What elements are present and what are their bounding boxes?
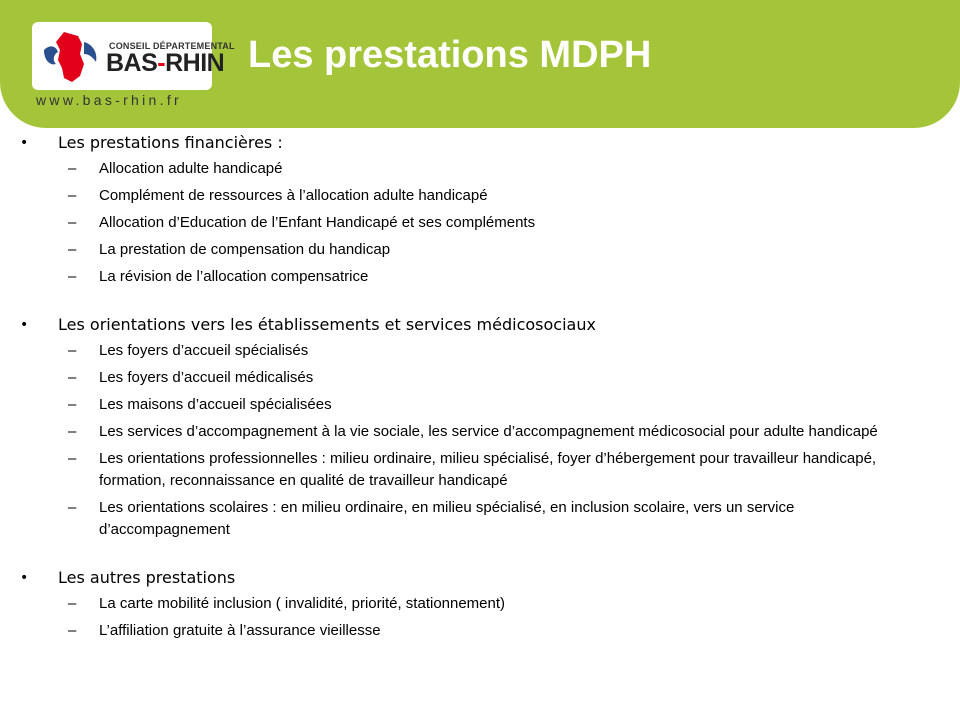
logo-subtitle: CONSEIL DÉPARTEMENTAL: [109, 41, 235, 51]
list-item-text: Complément de ressources à l’allocation adulte handicapé: [99, 187, 488, 204]
bullet-icon: •: [20, 135, 29, 151]
list-item: [0, 266, 960, 288]
section-heading-text: Les orientations vers les établissements et services médicosociaux: [58, 315, 596, 334]
dash-icon: –: [68, 342, 77, 359]
logo: [32, 22, 235, 90]
list-item: [0, 239, 960, 261]
dash-icon: –: [68, 369, 77, 386]
section-heading: [0, 310, 960, 340]
list-item-text: Les maisons d’accueil spécialisées: [99, 396, 332, 413]
page-title: Les prestations MDPH: [248, 34, 652, 76]
dash-icon: –: [68, 160, 77, 177]
section-heading-text: Les prestations financières :: [58, 133, 283, 152]
section-heading: [0, 563, 960, 593]
list-item: [0, 212, 960, 234]
list-item-text: Les foyers d’accueil médicalisés: [99, 369, 314, 386]
section-other: [0, 563, 960, 642]
list-item-text: La carte mobilité inclusion ( invalidité, priorité, stationnement): [99, 595, 506, 612]
list-item-text: Allocation adulte handicapé: [99, 160, 283, 177]
dash-icon: –: [68, 241, 77, 258]
list-item-text: La révision de l’allocation compensatrice: [99, 268, 369, 285]
list-item: [0, 367, 960, 389]
list-item-text: Les orientations scolaires : en milieu ordinaire, en milieu spécialisé, en inclusion scolaire, vers un service d’accompagnement: [99, 499, 795, 538]
list-item: [0, 340, 960, 362]
dash-icon: –: [68, 622, 77, 639]
list-item-text: Les orientations professionnelles : milieu ordinaire, milieu spécialisé, foyer d’hébergement pour travailleur handicapé, formation, reconnaissance en qualité de travailleur handicapé: [99, 450, 877, 489]
list-item-text: Les services d’accompagnement à la vie sociale, les service d’accompagnement médicosocial pour adulte handicapé: [99, 423, 878, 440]
logo-name: [106, 49, 224, 78]
dash-icon: –: [68, 450, 77, 467]
list-item: [0, 497, 960, 541]
dash-icon: –: [68, 268, 77, 285]
logo-name-part2: RHIN: [165, 49, 225, 77]
list-item: [0, 394, 960, 416]
content-area: [0, 128, 960, 664]
list-item: [0, 421, 960, 443]
header-banner: [0, 0, 960, 128]
logo-name-part1: BAS: [106, 49, 158, 77]
bas-rhin-map-icon: [42, 30, 100, 84]
list-item-text: La prestation de compensation du handicap: [99, 241, 391, 258]
list-item: [0, 185, 960, 207]
dash-icon: –: [68, 595, 77, 612]
list-item-text: L’affiliation gratuite à l’assurance vieillesse: [99, 622, 381, 639]
section-heading-text: Les autres prestations: [58, 568, 236, 587]
website-url: www.bas-rhin.fr: [36, 92, 182, 108]
list-item: [0, 593, 960, 615]
list-item: [0, 448, 960, 492]
section-orientations: [0, 310, 960, 541]
list-item: [0, 620, 960, 642]
list-item-text: Les foyers d’accueil spécialisés: [99, 342, 309, 359]
dash-icon: –: [68, 396, 77, 413]
dash-icon: –: [68, 499, 77, 516]
logo-name-dash: -: [157, 49, 166, 77]
list-item-text: Allocation d’Education de l’Enfant Handicapé et ses compléments: [99, 214, 536, 231]
list-item: [0, 158, 960, 180]
dash-icon: –: [68, 214, 77, 231]
section-heading: [0, 128, 960, 158]
dash-icon: –: [68, 423, 77, 440]
section-financial: [0, 128, 960, 288]
bullet-icon: •: [20, 570, 29, 586]
bullet-icon: •: [20, 317, 29, 333]
dash-icon: –: [68, 187, 77, 204]
